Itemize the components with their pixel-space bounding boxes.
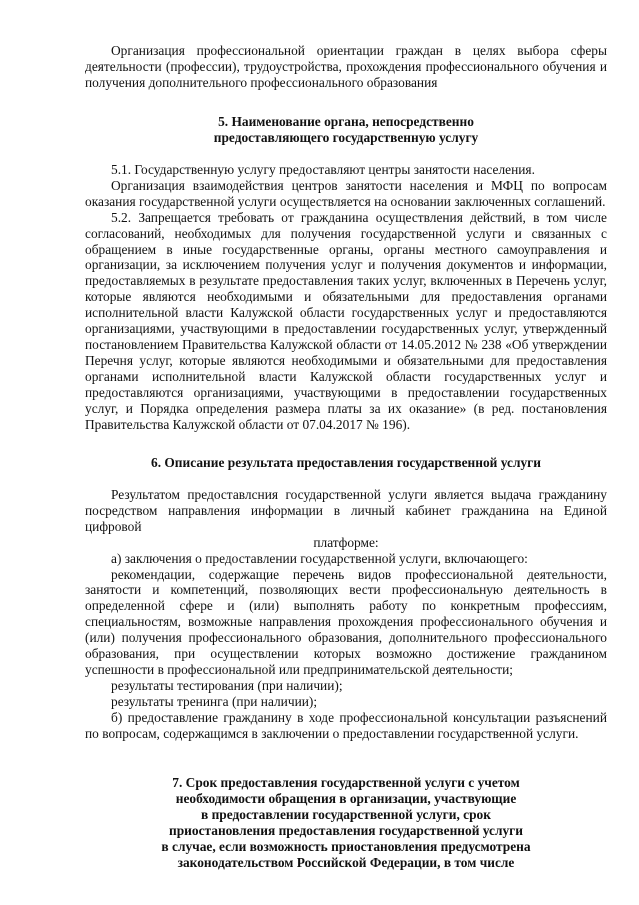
section-6-paragraph-1-end: платформе: xyxy=(313,534,379,550)
section-6-paragraph-2: а) заключения о предоставлении государственной услуги, включающего: xyxy=(111,550,528,566)
section-6-paragraph-6: б) предоставление гражданину в ходе профессиональной консультации разъяснений по вопросам, содержащимся в заключении о предоставлении государственной услуги. xyxy=(85,709,607,741)
section-6-paragraph-4: результаты тестирования (при наличии); xyxy=(111,677,343,693)
section-5-body xyxy=(85,162,607,432)
section-5-paragraph-2: Организация взаимодействия центров занятости населения и МФЦ по вопросам оказания государственной услуги осуществляется на основании заключенных соглашений. xyxy=(85,177,607,209)
section-5-heading-line-2: предоставляющего государственную услугу xyxy=(213,129,479,145)
section-7-heading-line-5: в случае, если возможность приостановления предусмотрена xyxy=(161,838,531,854)
section-6-body xyxy=(85,487,607,742)
section-7-heading-line-6: законодательством Российской Федерации, в том числе xyxy=(177,854,515,870)
section-7-heading-line-3: в предоставлении государственной услуги, срок xyxy=(201,806,491,822)
section-5 xyxy=(85,114,607,146)
section-6 xyxy=(85,455,607,471)
section-5-paragraph-1: 5.1. Государственную услугу предоставляют центры занятости населения. xyxy=(111,162,535,177)
section-6-paragraph-1: Результатом предоставлсния государственной услуги является выдача гражданину посредством направления информации в личный кабинет гражданина на Единой цифровой xyxy=(85,487,607,534)
section-6-paragraph-3: рекомендации, содержащие перечень видов профессиональной деятельности, занятости и компетенций, позволяющих вести профессиональную деятельность в определенной сфере и (или) выполнять работу по конкретным профессиям, специальностям, возможные направления прохождения профессионального обучения и (или) получения профессионального образования, дополнительного профессионального образования, при осуществлении которых возможно достижение гражданином успешности в профессиональной или предпринимательской деятельности; xyxy=(85,566,607,677)
section-7-heading xyxy=(85,775,607,870)
section-7-heading-line-4: приостановления предоставления государственной услуги xyxy=(169,822,523,838)
section-7-heading-line-2: необходимости обращения в организации, участвующие xyxy=(175,790,517,806)
section-5-heading-line-1: 5. Наименование органа, непосредственно xyxy=(218,114,474,129)
section-7-heading-line-1: 7. Срок предоставления государственной услуги с учетом xyxy=(172,775,520,790)
section-6-paragraph-5: результаты тренинга (при наличии); xyxy=(111,693,318,709)
section-6-heading: 6. Описание результата предоставления государственной услуги xyxy=(151,455,541,470)
intro-block xyxy=(85,43,607,91)
intro-paragraph: Организация профессиональной ориентации граждан в целях выбора сферы деятельности (профессии), трудоустройства, прохождения профессионального обучения и получения дополнительного профессионального образования xyxy=(85,43,607,90)
section-5-paragraph-3: 5.2. Запрещается требовать от гражданина осуществления действий, в том числе согласований, необходимых для получения государственной услуги и связанных с обращением в иные государственные органы, органы местного самоуправления и организации, за исключением получения услуг и получения документов и информации, предоставляемых в результате предоставления таких услуг, включенных в Перечень услуг, которые являются необходимыми и обязательными для предоставления органами исполнительной власти Калужской области государственных услуг и предоставляются организациями, участвующими в предоставлении государственных услуг, утвержденный постановлением Правительства Калужской области от 14.05.2012 № 238 «Об утверждении Перечня услуг, которые являются необходимыми и обязательными для предоставления органами исполнительной власти Калужской области государственных услуг и предоставляются организациями, участвующими в предоставлении государственных услуг, и Порядка определения размера платы за их оказание» (в ред. постановления Правительства Калужской области от 07.04.2017 № 196). xyxy=(85,209,607,432)
